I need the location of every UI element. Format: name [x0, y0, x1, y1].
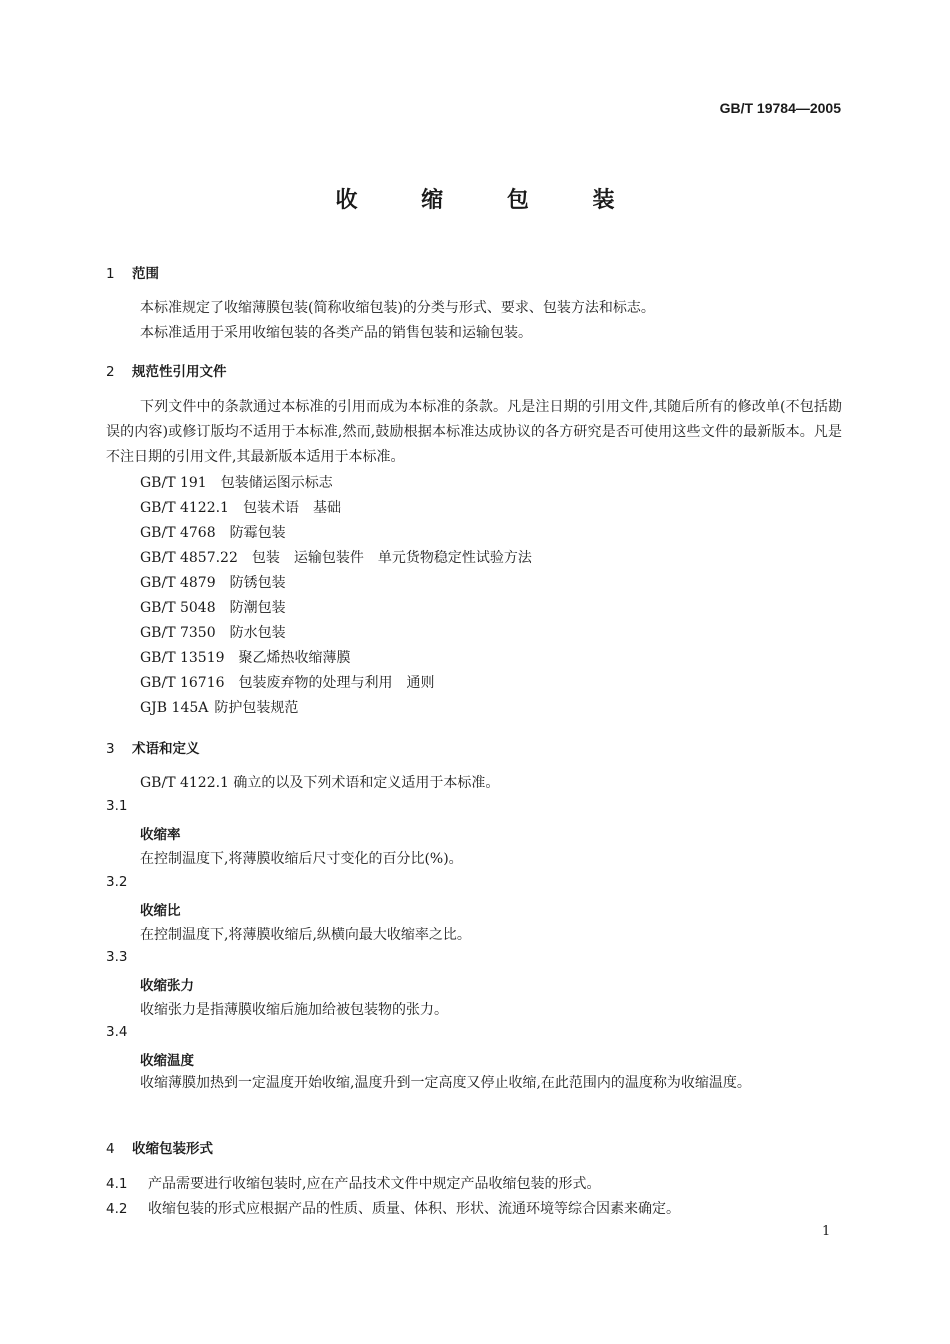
term-number: 3.2	[106, 874, 128, 890]
term-number: 3.3	[106, 949, 128, 965]
section-title: 收缩包装形式	[132, 1141, 213, 1157]
term-definition: 在控制温度下,将薄膜收缩后尺寸变化的百分比(%)。	[140, 851, 463, 867]
reference-title: 包装废弃物的处理与利用 通则	[238, 675, 435, 691]
term-definition: 收缩张力是指薄膜收缩后施加给被包装物的张力。	[140, 1002, 448, 1018]
section-4-heading	[106, 1137, 213, 1157]
reference-code: GB/T 4857.22	[140, 550, 238, 566]
reference-code: GB/T 16716	[140, 675, 225, 691]
reference-item	[140, 547, 532, 567]
reference-title: 包装 运输包装件 单元货物稳定性试验方法	[251, 550, 532, 566]
page-number: 1	[822, 1224, 831, 1239]
term-definition: 在控制温度下,将薄膜收缩后,纵横向最大收缩率之比。	[140, 927, 471, 943]
reference-code: GB/T 4122.1	[140, 500, 229, 516]
reference-item	[140, 697, 298, 717]
clause-text: 收缩包装的形式应根据产品的性质、质量、体积、形状、流通环境等综合因素来确定。	[148, 1201, 680, 1217]
reference-code: GJB 145A	[140, 700, 209, 716]
reference-item	[140, 622, 286, 642]
reference-title: 防水包装	[229, 625, 286, 641]
clause-number: 4.2	[106, 1201, 128, 1217]
section-2-heading	[106, 360, 227, 380]
section-3-heading	[106, 737, 200, 757]
reference-code: GB/T 13519	[140, 650, 225, 666]
reference-title: 防霉包装	[229, 525, 286, 541]
reference-item	[140, 597, 286, 617]
reference-item	[140, 672, 435, 692]
reference-code: GB/T 7350	[140, 625, 216, 641]
term-name: 收缩比	[140, 903, 181, 919]
section-number: 2	[106, 364, 115, 380]
reference-title: 包装储运图示标志	[220, 475, 333, 491]
term-definition: 收缩薄膜加热到一定温度开始收缩,温度升到一定高度又停止收缩,在此范围内的温度称为收缩温度。	[140, 1075, 751, 1091]
section-title: 规范性引用文件	[132, 364, 227, 380]
terms-intro: GB/T 4122.1 确立的以及下列术语和定义适用于本标准。	[140, 775, 500, 791]
reference-item	[140, 472, 333, 492]
section-title: 范围	[132, 266, 159, 282]
paragraph: 本标准规定了收缩薄膜包装(简称收缩包装)的分类与形式、要求、包装方法和标志。	[140, 300, 655, 316]
term-name: 收缩温度	[140, 1053, 194, 1069]
reference-code: GB/T 4879	[140, 575, 216, 591]
section-1-heading	[106, 262, 159, 282]
reference-title: 防锈包装	[229, 575, 286, 591]
term-name: 收缩张力	[140, 978, 194, 994]
clause	[106, 1198, 680, 1218]
section-number: 3	[106, 741, 115, 757]
reference-item	[140, 572, 286, 592]
reference-code: GB/T 191	[140, 475, 207, 491]
clause-number: 4.1	[106, 1176, 128, 1192]
reference-item	[140, 647, 351, 667]
term-number: 3.4	[106, 1024, 128, 1040]
reference-title: 聚乙烯热收缩薄膜	[238, 650, 351, 666]
reference-code: GB/T 4768	[140, 525, 216, 541]
reference-item	[140, 522, 286, 542]
document-title: 收 缩 包 装	[335, 188, 643, 213]
clause-text: 产品需要进行收缩包装时,应在产品技术文件中规定产品收缩包装的形式。	[148, 1176, 601, 1192]
reference-code: GB/T 5048	[140, 600, 216, 616]
reference-title: 防护包装规范	[214, 700, 299, 716]
reference-title: 防潮包装	[229, 600, 286, 616]
normative-references-intro: 下列文件中的条款通过本标准的引用而成为本标准的条款。凡是注日期的引用文件,其随后所有的修改单(不包括勘误的内容)或修订版均不适用于本标准,然而,鼓励根据本标准达成协议的各方研究是否可使用这些文件的最新版本。凡是不注日期的引用文件,其最新版本适用于本标准。	[106, 399, 842, 465]
reference-title: 包装术语 基础	[242, 500, 341, 516]
reference-item	[140, 497, 341, 517]
section-number: 4	[106, 1141, 115, 1157]
paragraph: 本标准适用于采用收缩包装的各类产品的销售包装和运输包装。	[140, 325, 532, 341]
standard-code: GB/T 19784—2005	[719, 100, 841, 116]
term-name: 收缩率	[140, 827, 181, 843]
clause	[106, 1173, 600, 1193]
term-number: 3.1	[106, 798, 128, 814]
section-title: 术语和定义	[132, 741, 200, 757]
section-number: 1	[106, 266, 115, 282]
